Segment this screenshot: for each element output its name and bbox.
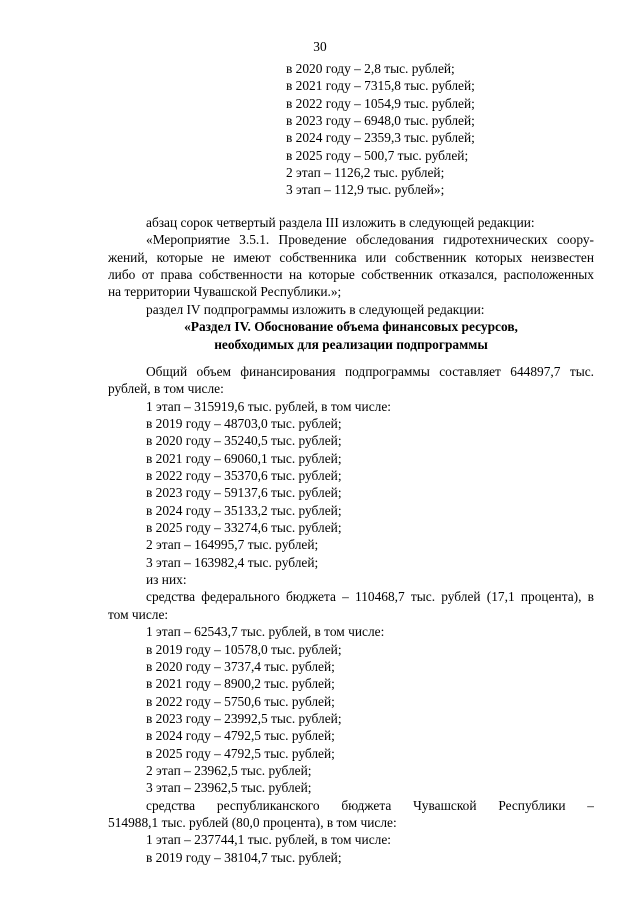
paragraph-line: рублей, в том числе: (108, 381, 224, 397)
paragraph-line: «Мероприятие 3.5.1. Проведение обследования гидротехнических соору- (146, 232, 594, 248)
list-item: 3 этап – 23962,5 тыс. рублей; (146, 780, 312, 796)
list-item: в 2020 году – 3737,4 тыс. рублей; (146, 658, 335, 674)
paragraph-line: том числе: (108, 606, 169, 622)
paragraph-line: либо от права собственности на которые собственник отказался, расположенных (108, 267, 594, 283)
list-item: 1 этап – 315919,6 тыс. рублей, в том числе: (146, 398, 391, 414)
list-item: в 2025 году – 33274,6 тыс. рублей; (146, 520, 342, 536)
list-item: в 2019 году – 38104,7 тыс. рублей; (146, 849, 342, 865)
list-item: в 2023 году – 23992,5 тыс. рублей; (146, 710, 342, 726)
heading-line: необходимых для реализации подпрограммы (214, 336, 488, 352)
list-item: в 2022 году – 35370,6 тыс. рублей; (146, 468, 342, 484)
list-item: из них: (146, 572, 187, 588)
paragraph-line: раздел IV подпрограммы изложить в следующей редакции: (146, 301, 485, 317)
top-funding-list (286, 60, 475, 199)
paragraph-line: Общий объем финансирования подпрограммы составляет 644897,7 тыс. (146, 364, 594, 379)
list-item: в 2019 году – 10578,0 тыс. рублей; (146, 641, 342, 657)
list-item: в 2025 году – 4792,5 тыс. рублей; (146, 745, 335, 761)
list-item: в 2023 году – 59137,6 тыс. рублей; (146, 485, 342, 501)
list-item: 1 этап – 62543,7 тыс. рублей, в том числе: (146, 624, 385, 640)
list-item: 1 этап – 237744,1 тыс. рублей, в том числе: (146, 832, 391, 848)
amendment-paragraph (108, 214, 594, 318)
list-item: 2 этап – 164995,7 тыс. рублей; (146, 537, 319, 553)
list-item: в 2025 году – 500,7 тыс. рублей; (286, 147, 469, 163)
list-item: 2 этап – 23962,5 тыс. рублей; (146, 762, 312, 778)
section-heading (108, 318, 594, 353)
paragraph-line: 514988,1 тыс. рублей (80,0 процента), в том числе: (108, 814, 397, 830)
list-item: в 2019 году – 48703,0 тыс. рублей; (146, 416, 342, 432)
list-item: в 2024 году – 35133,2 тыс. рублей; (146, 502, 342, 518)
list-item: в 2024 году – 4792,5 тыс. рублей; (146, 728, 335, 744)
list-item: в 2023 году – 6948,0 тыс. рублей; (286, 113, 475, 129)
list-item: 3 этап – 163982,4 тыс. рублей; (146, 554, 319, 570)
heading-line: «Раздел IV. Обоснование объема финансовых ресурсов, (184, 319, 518, 334)
list-item: в 2020 году – 35240,5 тыс. рублей; (146, 433, 342, 449)
paragraph-line: жений, которые не имеют собственника или собственник которых неизвестен (108, 249, 594, 265)
list-item: в 2021 году – 69060,1 тыс. рублей; (146, 450, 342, 466)
list-item: в 2024 году – 2359,3 тыс. рублей; (286, 130, 475, 146)
paragraph-line: на территории Чувашской Республики.»; (108, 284, 342, 300)
list-item: в 2021 году – 8900,2 тыс. рублей; (146, 676, 335, 692)
list-item: 3 этап – 112,9 тыс. рублей»; (286, 182, 445, 198)
paragraph-line: средства федерального бюджета – 110468,7 тыс. рублей (17,1 процента), в (146, 589, 594, 605)
paragraph-line: средства республиканского бюджета Чувашской Республики – (146, 797, 594, 813)
paragraph-line: абзац сорок четвертый раздела III изложить в следующей редакции: (146, 215, 535, 230)
funding-section-body (108, 363, 594, 866)
list-item: в 2020 году – 2,8 тыс. рублей; (286, 61, 455, 76)
list-item: в 2022 году – 5750,6 тыс. рублей; (146, 693, 335, 709)
page-number: 30 (313, 39, 327, 54)
list-item: 2 этап – 1126,2 тыс. рублей; (286, 165, 445, 181)
list-item: в 2022 году – 1054,9 тыс. рублей; (286, 95, 475, 111)
list-item: в 2021 году – 7315,8 тыс. рублей; (286, 78, 475, 94)
